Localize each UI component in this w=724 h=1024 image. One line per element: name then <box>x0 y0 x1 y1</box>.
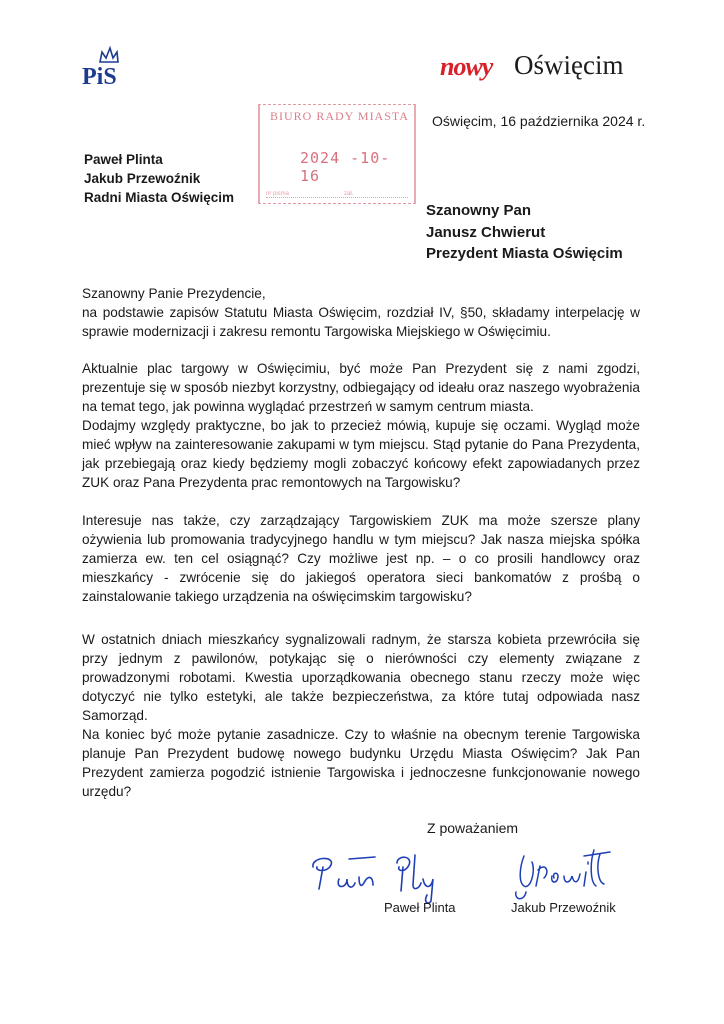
letter-paragraph-2 <box>82 359 640 492</box>
stamp-divider <box>266 197 408 198</box>
stamp-title: BIURO RADY MIASTA <box>270 109 409 123</box>
nowy-oswiecim-logo <box>440 48 645 88</box>
nowy-logo-word: nowy <box>440 52 493 81</box>
place-date: Oświęcim, 16 października 2024 r. <box>432 113 646 129</box>
signature-1-drawing <box>305 845 465 905</box>
city-logo-word: Oświęcim <box>514 50 624 80</box>
sender-line: Jakub Przewoźnik <box>84 171 201 186</box>
paragraph: W ostatnich dniach mieszkańcy sygnalizowali radnym, że starsza kobieta przewróciła się przy jednym z pawilonów, potykając się o nierówności czy elementy związane z prowadzonymi robotami. Kwestia uporządkowania obecnego stanu rzeczy może więc dotyczyć nie tylko estetyki, ale także bezpieczeństwa, za które tutaj odpowiada nasz Samorząd. <box>82 632 640 723</box>
recipient-line: Szanowny Pan <box>426 202 532 219</box>
pis-logo-text: PiS <box>82 64 117 90</box>
sender-block <box>84 150 234 207</box>
paragraph: Aktualnie plac targowy w Oświęcimiu, być może Pan Prezydent się z nami zgodzi, prezentuje się w sposób niezbyt korzystny, odbiegający od ideału oraz naszego wyobrażenia na temat tego, jak powinna wyglądać przestrzeń w samym centrum miasta. <box>82 361 640 414</box>
recipient-block <box>426 200 623 265</box>
paragraph: Interesuje nas także, czy zarządzający Targowiskiem ZUK ma może szersze plany ożywienia lub promowania tradycyjnego handlu w tym miejscu? Jak nasza miejska spółka zamierza ew. ten cel osiągnąć? Czy możliwe jest np. – o co prosili handlowcy oraz mieszkańcy - zwrócenie się do jakiegoś operatora sieci bankomatów z prośbą o zainstalowanie takiego urządzenia na oświęcimskim targowisku? <box>82 513 640 604</box>
sender-line: Radni Miasta Oświęcim <box>84 190 235 205</box>
registry-stamp <box>258 104 416 204</box>
paragraph: na podstawie zapisów Statutu Miasta Oświęcim, rozdział IV, §50, składamy interpelację w sprawie modernizacji i zakresu remontu Targowiska Miejskiego w Oświęcimiu. <box>82 305 640 339</box>
stamp-date: 2024 -10- 16 <box>300 149 391 185</box>
stamp-field-right: zał. <box>344 191 354 197</box>
sender-line: Paweł Plinta <box>84 152 163 167</box>
signatory-name-1: Paweł Plinta <box>384 900 456 915</box>
salutation: Szanowny Panie Prezydencie, <box>82 286 266 301</box>
signatory-name-2: Jakub Przewoźnik <box>511 900 616 915</box>
paragraph: Dodajmy względy praktyczne, bo jak to przecież mówią, kupuje się oczami. Wygląd może mieć wpływ na zainteresowanie zakupami w tym miejscu. Stąd pytanie do Pana Prezydenta, jak przebiegają oraz kiedy będziemy mogli zobaczyć końcowy efekt zapowiadanych przez ZUK oraz Pana Prezydenta prac remontowych na Targowisku? <box>82 418 640 490</box>
letter-paragraph-3 <box>82 511 640 606</box>
recipient-line: Janusz Chwierut <box>426 223 546 241</box>
stamp-field-left: nr pisma <box>266 191 290 197</box>
recipient-line: Prezydent Miasta Oświęcim <box>426 245 623 262</box>
paragraph: Na koniec być może pytanie zasadnicze. Czy to właśnie na obecnym terenie Targowiska planuje Pan Prezydent budowę nowego budynku Urzędu Miasta Oświęcim? Jak Pan Prezydent zamierza pogodzić istnienie Targowiska i jednoczesne funkcjonowanie nowego urzędu? <box>82 727 640 799</box>
pis-logo <box>82 44 130 96</box>
letter-paragraph-5 <box>82 725 640 801</box>
letter-paragraph-4 <box>82 630 640 725</box>
closing-phrase: Z poważaniem <box>427 820 519 836</box>
letter-intro <box>82 284 640 341</box>
signature-2-drawing <box>506 842 626 907</box>
